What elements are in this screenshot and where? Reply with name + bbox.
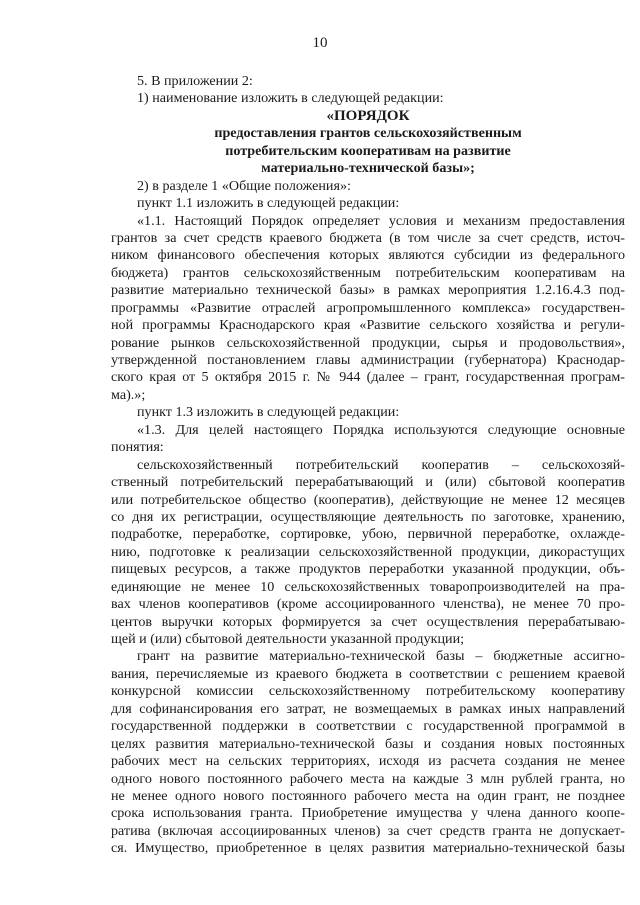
- text-line: «1.3. Для целей настоящего Порядка используются следующие основные: [137, 421, 625, 438]
- text-line: 5. В приложении 2:: [137, 73, 253, 89]
- text-line: грант на развитие материально-технической базы – бюджетные ассигно-: [137, 648, 625, 665]
- text-line: срока использования гранта. Приобретение имущества у члена данного коопе-: [111, 805, 625, 822]
- heading-line: материально-технической базы»;: [261, 160, 475, 177]
- text-line: 1) наименование изложить в следующей редакции:: [137, 90, 444, 107]
- heading-line: предоставления грантов сельскохозяйственным: [214, 125, 522, 142]
- text-line: пункт 1.3 изложить в следующей редакции:: [137, 404, 400, 421]
- page-number: 10: [312, 35, 328, 51]
- text-line: понятия:: [111, 439, 164, 456]
- text-line: пищевых ресурсов, а также продуктов переработки указанной продукции, объ-: [111, 561, 625, 578]
- text-line: со дня их регистрации, осуществляющие деятельность по заготовке, хранению,: [111, 508, 625, 525]
- document-body: [111, 73, 625, 858]
- text-line: развитие материально технической базы» в рамках мероприятия 1.2.16.4.3 под-: [111, 282, 625, 299]
- text-line: не менее одного нового постоянного рабочего места на один грант, не позднее: [111, 787, 625, 804]
- text-line: государственной поддержки в соответствии с государственной программой в: [111, 718, 625, 735]
- text-line: программы «Развитие отраслей агропромышленного комплекса» государствен-: [111, 299, 625, 316]
- text-line: для софинансирования его затрат, не возмещаемых в рамках иных направлений: [111, 700, 625, 717]
- heading-line: потребительским кооперативам на развитие: [225, 142, 511, 159]
- text-line: ского края от 5 октября 2015 г. № 944 (далее – грант, государственная програм-: [111, 369, 625, 386]
- text-line: ратива (включая ассоциированных членов) за счет средств гранта не допускает-: [111, 822, 625, 839]
- text-line: центов выручки которых формируется за счет осуществления перерабатываю-: [111, 613, 625, 630]
- text-line: ся. Имущество, приобретенное в целях развития материально-технической базы: [111, 840, 625, 857]
- text-line: конкурсной комиссии сельскохозяйственному потребительскому кооперативу: [111, 683, 625, 700]
- heading-line: «ПОРЯДОК: [326, 107, 410, 124]
- text-line: или потребительское общество (кооператив), действующие не менее 12 месяцев: [111, 491, 625, 508]
- text-line: целях развития материально-технической базы и создания новых постоянных: [111, 735, 625, 752]
- text-line: щей и (или) сбытовой деятельности указанной продукции;: [111, 631, 465, 647]
- text-line: 2) в разделе 1 «Общие положения»:: [137, 177, 351, 194]
- text-line: вания, перечисляемые из краевого бюджета в соответствии с решением краевой: [111, 665, 625, 682]
- text-line: подработке, переработке, сортировке, убою, первичной переработке, охлажде-: [111, 526, 625, 543]
- text-line: грантов за счет средств краевого бюджета (в том числе за счет средств, источ-: [111, 229, 625, 246]
- text-line: нию, подготовке к реализации сельскохозяйственной продукции, дикорастущих: [111, 543, 625, 560]
- text-line: единяющие не менее 10 сельскохозяйственных товаропроизводителей на пра-: [111, 578, 625, 595]
- text-line: рабочих мест на сельских территориях, исходя из расчета создания не менее: [111, 753, 625, 770]
- text-line: «1.1. Настоящий Порядок определяет условия и механизм предоставления: [137, 212, 625, 229]
- text-line: рование рынков сельскохозяйственной продукции, сырья и продовольствия»,: [111, 334, 625, 351]
- text-line: одного нового постоянного рабочего места на каждые 3 млн рублей гранта, но: [111, 770, 625, 787]
- text-line: ной программы Краснодарского края «Развитие сельского хозяйства и регули-: [111, 317, 625, 334]
- text-line: вах членов кооперативов (кроме ассоциированного членства), не менее 70 про-: [111, 596, 625, 613]
- text-line: бюджета) грантов сельскохозяйственным потребительским кооперативам на: [111, 264, 625, 281]
- text-line: утвержденной постановлением главы администрации (губернатора) Краснодар-: [111, 352, 625, 368]
- text-line: ственный потребительский перерабатывающий и (или) сбытовой кооператив: [111, 474, 625, 491]
- text-line: ма).»;: [111, 386, 146, 403]
- text-line: ником финансового обеспечения которых являются субсидии из федерального: [111, 247, 625, 264]
- text-line: сельскохозяйственный потребительский кооператив – сельскохозяй-: [137, 456, 625, 473]
- text-line: пункт 1.1 изложить в следующей редакции:: [137, 195, 400, 212]
